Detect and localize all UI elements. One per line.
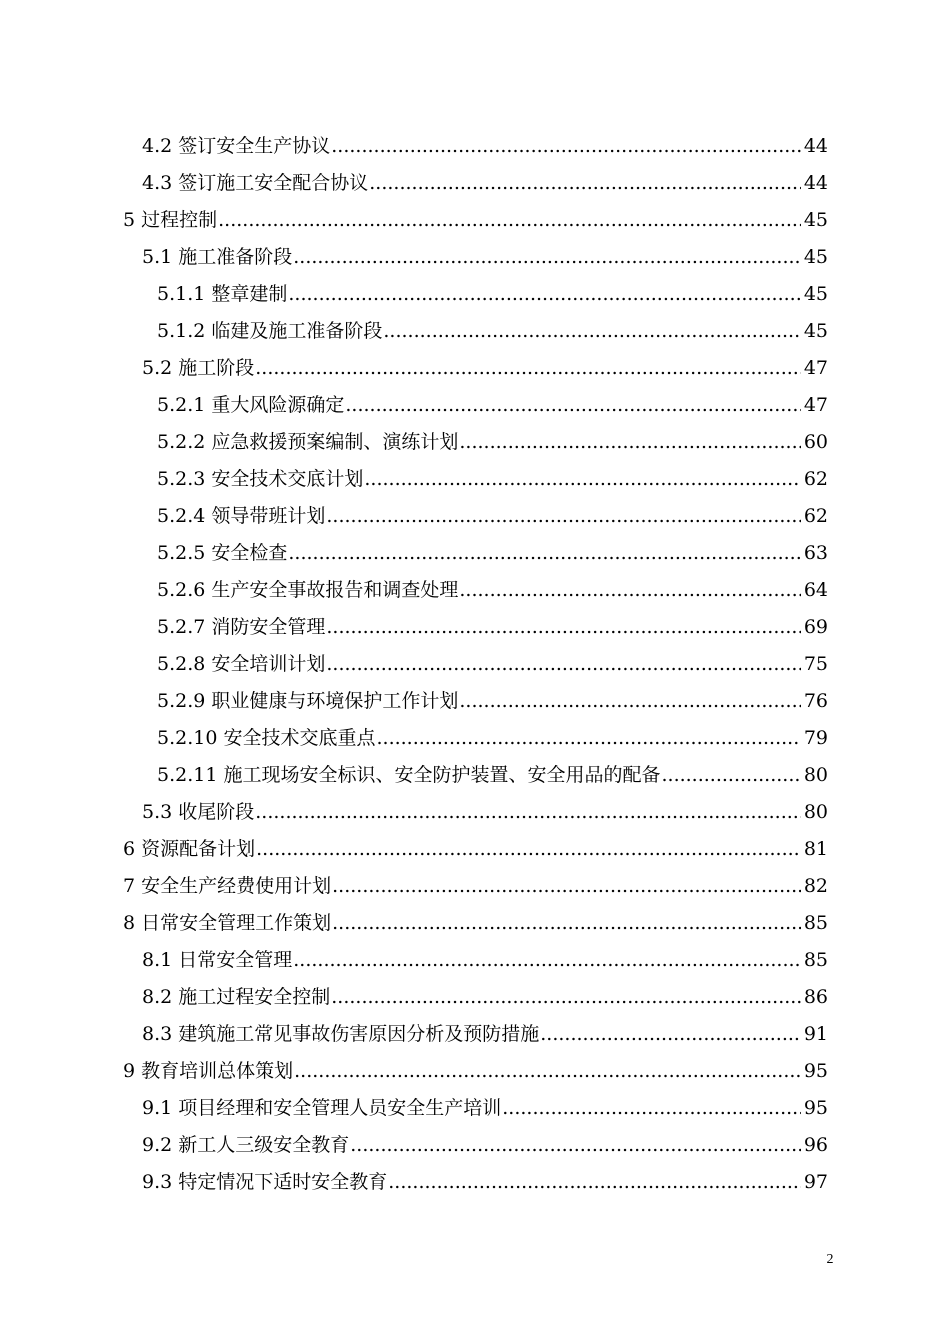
toc-entry[interactable] [0,461,950,498]
toc-entry-page: 47 [803,357,828,379]
toc-entry-page: 45 [803,283,828,305]
toc-entry-title: 4.3 签订施工安全配合协议 [142,172,369,194]
toc-entry-title: 8.1 日常安全管理 [142,949,293,971]
toc-entry-page: 82 [803,875,828,897]
toc-dot-leader [350,1127,801,1164]
toc-entry-title: 5.1.1 整章建制 [157,283,288,305]
toc-entry-page: 44 [803,135,828,157]
toc-entry-title: 5.2.3 安全技术交底计划 [157,468,364,490]
toc-entry-title: 5.1.2 临建及施工准备阶段 [157,320,383,342]
toc-entry-title: 8 日常安全管理工作策划 [123,912,332,934]
toc-entry[interactable] [0,572,950,609]
toc-dot-leader [345,387,801,424]
toc-entry-page: 45 [803,209,828,231]
toc-dot-leader [376,720,801,757]
toc-dot-leader [540,1016,801,1053]
toc-dot-leader [256,831,801,868]
toc-entry-page: 85 [803,949,828,971]
toc-entry-page: 63 [803,542,828,564]
toc-entry-page: 79 [803,727,828,749]
toc-dot-leader [218,202,801,239]
toc-entry-title: 7 安全生产经费使用计划 [123,875,332,897]
toc-entry-page: 69 [803,616,828,638]
toc-entry-title: 5.2 施工阶段 [142,357,255,379]
toc-entry[interactable] [0,720,950,757]
toc-entry-title: 5.2.1 重大风险源确定 [157,394,345,416]
toc-entry[interactable] [0,1016,950,1053]
toc-entry[interactable] [0,1053,950,1090]
toc-dot-leader [661,757,801,794]
toc-entry-page: 75 [803,653,828,675]
toc-entry-page: 45 [803,246,828,268]
toc-entry[interactable] [0,794,950,831]
toc-entry-page: 85 [803,912,828,934]
toc-dot-leader [459,572,801,609]
toc-dot-leader [502,1090,801,1127]
toc-entry-title: 5.3 收尾阶段 [142,801,255,823]
toc-entry[interactable] [0,1164,950,1201]
toc-dot-leader [288,276,801,313]
toc-entry-title: 5.2.9 职业健康与环境保护工作计划 [157,690,459,712]
toc-entry[interactable] [0,757,950,794]
table-of-contents [0,128,950,1201]
toc-dot-leader [326,498,801,535]
toc-entry[interactable] [0,1090,950,1127]
toc-entry-page: 47 [803,394,828,416]
toc-entry-page: 62 [803,505,828,527]
toc-entry[interactable] [0,646,950,683]
toc-entry-title: 4.2 签订安全生产协议 [142,135,331,157]
toc-entry-title: 5.1 施工准备阶段 [142,246,293,268]
toc-entry[interactable] [0,535,950,572]
toc-entry[interactable] [0,165,950,202]
toc-dot-leader [255,350,801,387]
toc-entry[interactable] [0,609,950,646]
toc-entry[interactable] [0,313,950,350]
toc-entry[interactable] [0,424,950,461]
toc-entry[interactable] [0,387,950,424]
toc-entry-title: 5.2.10 安全技术交底重点 [157,727,376,749]
toc-entry-title: 5.2.7 消防安全管理 [157,616,326,638]
toc-dot-leader [364,461,801,498]
toc-entry-page: 80 [803,801,828,823]
toc-entry-title: 5.2.11 施工现场安全标识、安全防护装置、安全用品的配备 [157,764,661,786]
toc-entry-title: 9.2 新工人三级安全教育 [142,1134,350,1156]
toc-dot-leader [331,128,801,165]
toc-dot-leader [332,868,801,905]
toc-entry-page: 86 [803,986,828,1008]
toc-entry-title: 5.2.5 安全检查 [157,542,288,564]
toc-entry-page: 64 [803,579,828,601]
toc-entry[interactable] [0,831,950,868]
toc-entry-page: 81 [803,838,828,860]
toc-dot-leader [459,683,801,720]
toc-entry[interactable] [0,905,950,942]
toc-entry-title: 8.2 施工过程安全控制 [142,986,331,1008]
toc-dot-leader [331,979,801,1016]
toc-dot-leader [255,794,801,831]
toc-entry[interactable] [0,942,950,979]
toc-entry[interactable] [0,276,950,313]
toc-entry-page: 45 [803,320,828,342]
toc-dot-leader [288,535,801,572]
toc-dot-leader [383,313,801,350]
toc-entry-title: 9.3 特定情况下适时安全教育 [142,1171,388,1193]
toc-entry[interactable] [0,868,950,905]
toc-entry-page: 95 [803,1060,828,1082]
toc-dot-leader [326,646,801,683]
toc-entry[interactable] [0,1127,950,1164]
toc-entry-title: 5 过程控制 [123,209,218,231]
toc-dot-leader [459,424,801,461]
toc-entry[interactable] [0,498,950,535]
toc-entry[interactable] [0,239,950,276]
toc-dot-leader [293,239,801,276]
toc-entry-page: 44 [803,172,828,194]
toc-dot-leader [294,1053,801,1090]
toc-entry[interactable] [0,683,950,720]
toc-entry-title: 8.3 建筑施工常见事故伤害原因分析及预防措施 [142,1023,540,1045]
toc-entry-title: 5.2.6 生产安全事故报告和调查处理 [157,579,459,601]
toc-dot-leader [326,609,801,646]
toc-entry[interactable] [0,128,950,165]
toc-entry-page: 96 [803,1134,828,1156]
toc-entry-title: 9.1 项目经理和安全管理人员安全生产培训 [142,1097,502,1119]
toc-entry[interactable] [0,979,950,1016]
toc-dot-leader [293,942,801,979]
toc-entry-title: 5.2.4 领导带班计划 [157,505,326,527]
page-number: 2 [826,1252,834,1267]
toc-entry-title: 5.2.2 应急救援预案编制、演练计划 [157,431,459,453]
toc-entry-page: 97 [803,1171,828,1193]
toc-entry-page: 62 [803,468,828,490]
toc-entry-page: 80 [803,764,828,786]
toc-entry-page: 76 [803,690,828,712]
toc-dot-leader [388,1164,801,1201]
toc-entry-title: 6 资源配备计划 [123,838,256,860]
toc-dot-leader [332,905,801,942]
toc-entry-title: 9 教育培训总体策划 [123,1060,294,1082]
toc-entry-page: 91 [803,1023,828,1045]
toc-entry[interactable] [0,202,950,239]
toc-entry-page: 95 [803,1097,828,1119]
toc-dot-leader [369,165,801,202]
toc-entry-title: 5.2.8 安全培训计划 [157,653,326,675]
toc-entry[interactable] [0,350,950,387]
toc-entry-page: 60 [803,431,828,453]
